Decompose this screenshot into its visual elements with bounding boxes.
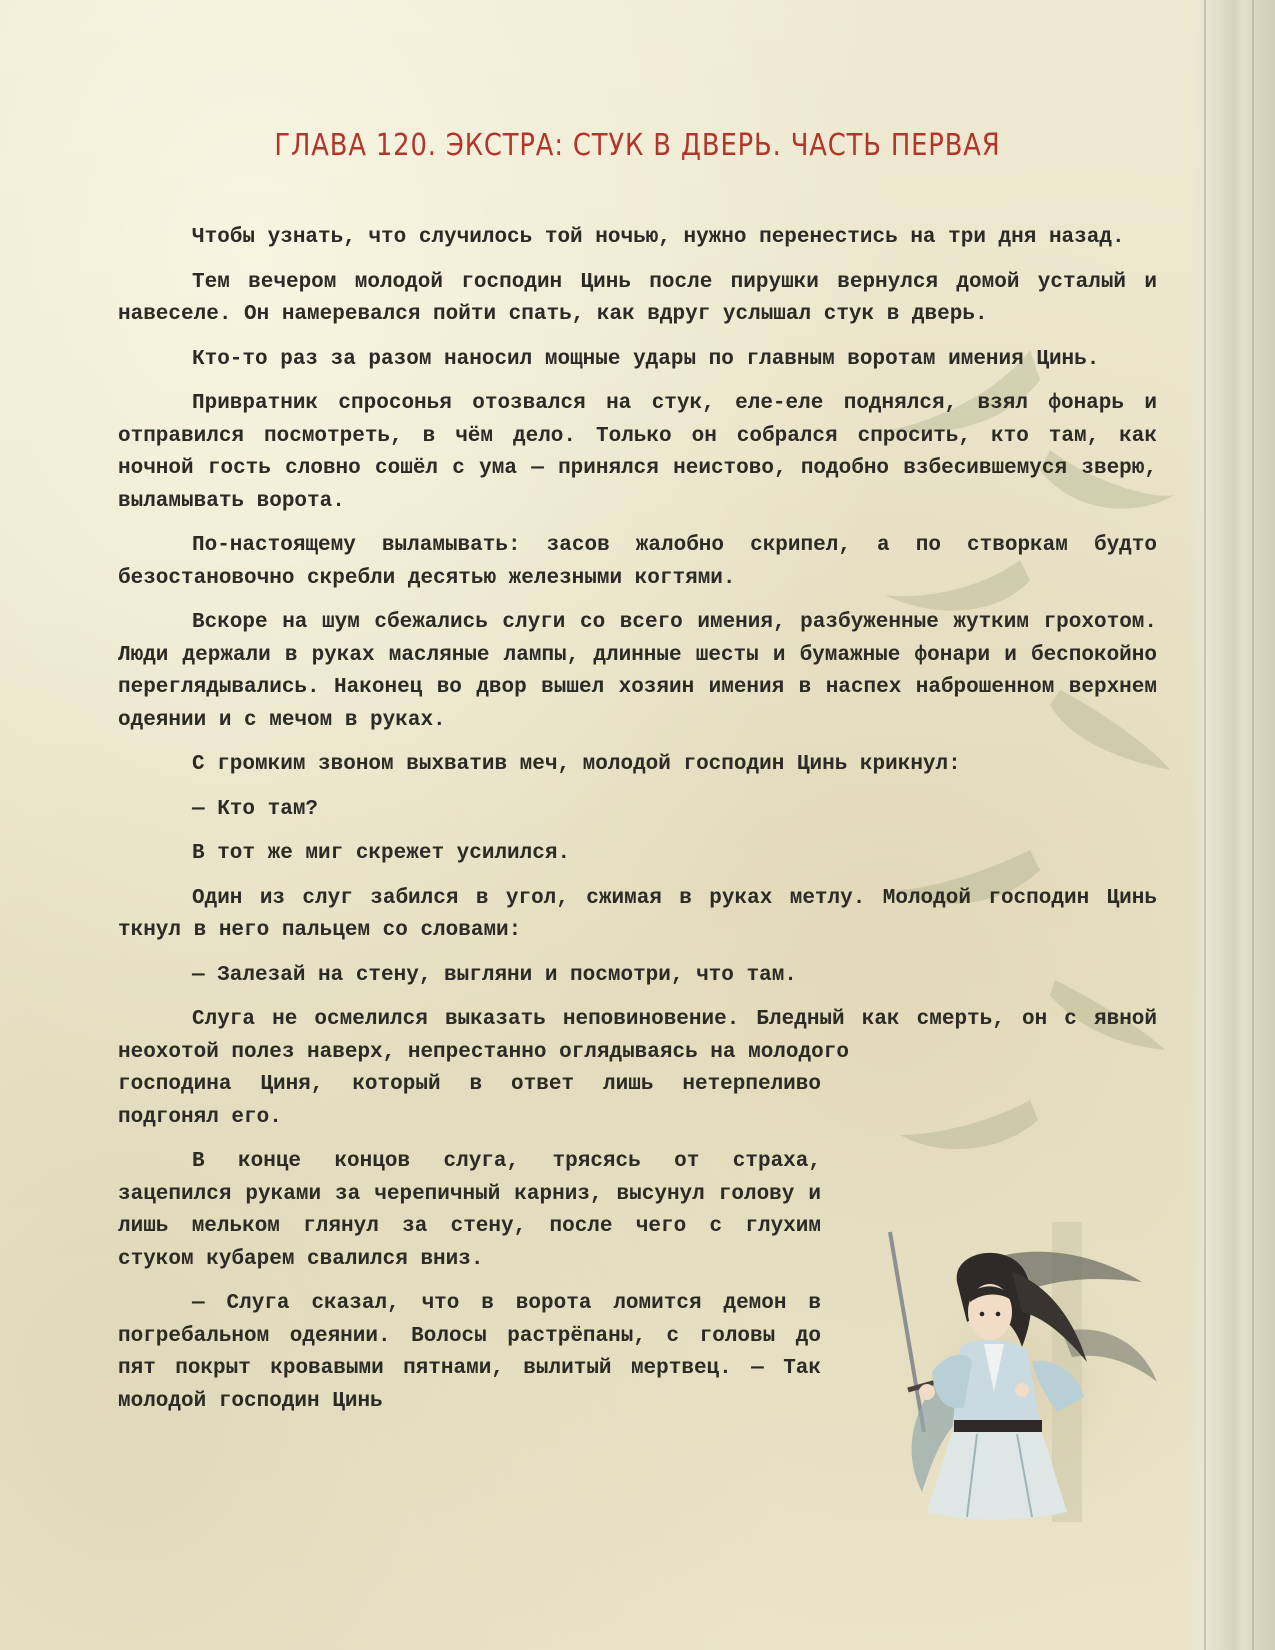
paragraph: Кто-то раз за разом наносил мощные удары по главным воротам имения Цинь. [192,347,1100,371]
paragraph: господина Циня, который в ответ лишь нетерпеливо подгонял его. [118,1073,821,1129]
paragraph: Вскоре на шум сбежались слуги со всего имения, разбуженные жутким грохотом. Люди держали в руках масляные лампы, длинные шесты и бумажные фонари и беспокойно переглядывались. Наконец во двор вышел хозяин имения в наспех наброшенном верхнем одеянии и с мечом в руках. [118,611,1157,732]
chapter-title: ГЛАВА 120. ЭКСТРА: СТУК В ДВЕРЬ. ЧАСТЬ ПЕРВАЯ [274,128,1001,163]
paragraph: Тем вечером молодой господин Цинь после пирушки вернулся домой усталый и навеселе. Он намеревался пойти спать, как вдруг услышал стук в дверь. [118,270,1157,326]
paragraph: Чтобы узнать, что случилось той ночью, нужно перенестись на три дня назад. [192,226,1125,249]
scroll-edge-line [1252,0,1254,1650]
paragraph: Один из слуг забился в угол, сжимая в руках метлу. Молодой господин Цинь ткнул в него пальцем со словами: [118,886,1157,942]
paragraph: По-настоящему выламывать: засов жалобно скрипел, а по створкам будто безостановочно скребли десятью железными когтями. [118,534,1157,590]
paragraph: Слуга не осмелился выказать неповиновение. Бледный как смерть, он с явной неохотой полез наверх, непрестанно оглядываясь на молодого [118,1008,1157,1064]
scroll-edge [1190,0,1275,1650]
paragraph: Привратник спросонья отозвался на стук, еле-еле поднялся, взял фонарь и отправился посмотреть, в чём дело. Только он собрался спросить, кто там, как ночной гость словно сошёл с ума — принялся неистово, подобно взбесившемуся зверю, выламывать ворота. [118,392,1157,513]
paragraph: С громким звоном выхватив меч, молодой господин Цинь крикнул: [192,753,961,776]
paragraph: В тот же миг скрежет усилился. [192,842,571,865]
scroll-edge-line [1204,0,1206,1650]
paragraph: — Слуга сказал, что в ворота ломится демон в погребальном одеянии. Волосы растрёпаны, с головы до пят покрыт кровавыми пятнами, вылитый мертвец. — Так молодой господин Цинь [118,1292,821,1413]
swordsman-illustration-icon [872,1222,1162,1522]
paragraph: — Кто там? [192,797,319,821]
paragraph: — Залезай на стену, выгляни и посмотри, что там. [192,963,797,987]
paragraph: В конце концов слуга, трясясь от страха, зацепился руками за черепичный карниз, высунул голову и лишь мельком глянул за стену, после чего с глухим стуком кубарем свалился вниз. [118,1150,821,1271]
